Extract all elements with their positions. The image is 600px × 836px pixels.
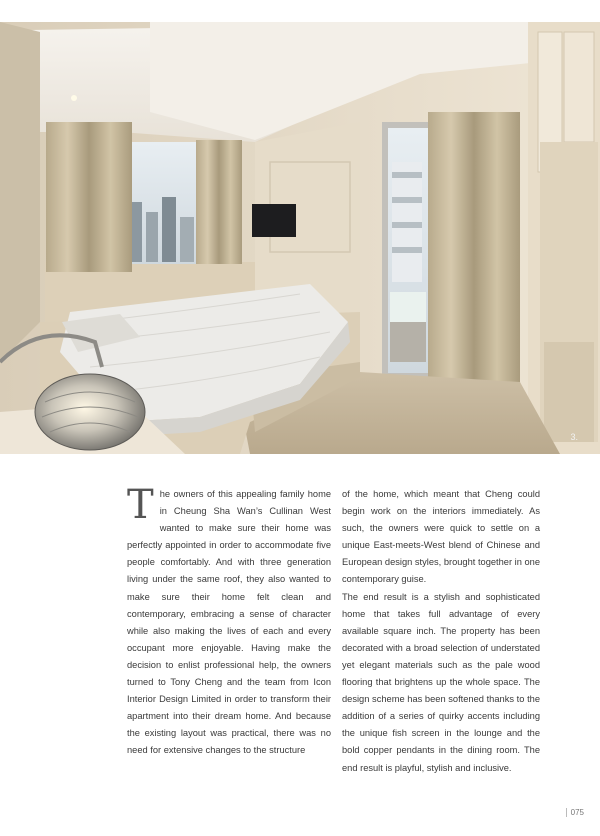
page-number: 075 bbox=[566, 808, 584, 817]
article-right-column bbox=[342, 486, 540, 777]
bedroom-photo bbox=[0, 22, 600, 454]
left-column-paragraph: he owners of this appealing family home in Cheung Sha Wan’s Cullinan West wanted to make sure their home was perfectly appointed in order to accommodate five people comfortably. And with three generation living under the same roof, they also wanted to make sure their home felt clean and contemporary, embracing a sense of character while also making the lives of each and every occupant more enjoyable. Having make the decision to enlist professional help, the owners turned to Tony Cheng and the team from Icon Interior Design Limited in order to transform their apartment into their dream home. And because the existing layout was practical, there was no need for extensive changes to the structure bbox=[127, 489, 331, 756]
article-left-column bbox=[127, 482, 331, 760]
photo-caption-number: 3. bbox=[570, 432, 578, 442]
drop-cap: T bbox=[127, 482, 154, 528]
right-column-paragraph-2: The end result is a stylish and sophisticated home that takes full advantage of every available square inch. The property has been decorated with a broad selection of understated yet elegant materials such as the pale wood flooring that brightens up the whole space. The design scheme has been softened thanks to the addition of a series of quirky accents including the unique fish screen in the lounge and the bold copper pendants in the dining room. The end result is playful, stylish and inclusive. bbox=[342, 591, 540, 773]
right-column-paragraph-1: of the home, which meant that Cheng could begin work on the interiors immediately. As such, the owners were quick to settle on a unique East-meets-West blend of Chinese and European design styles, brought together in one contemporary guise. bbox=[342, 489, 540, 585]
